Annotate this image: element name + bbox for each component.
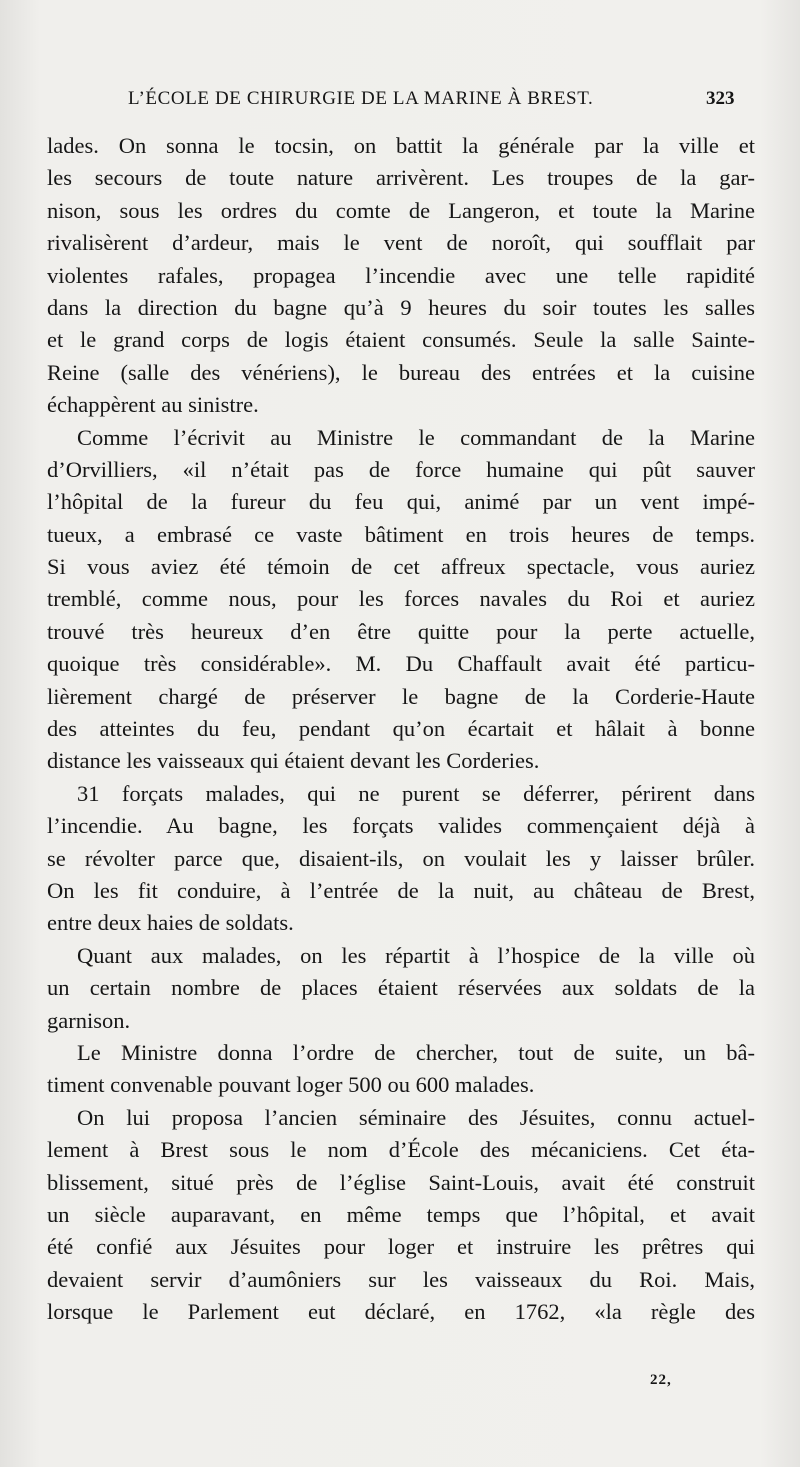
text-line: garnison.	[47, 1007, 131, 1033]
text-line: dans la direction du bagne qu’à 9 heures du soir toutes les salles	[47, 294, 755, 320]
text-line: timent convenable pouvant loger 500 ou 600 malades.	[47, 1072, 535, 1098]
text-line: Reine (salle des vénériens), le bureau des entrées et la cuisine	[47, 359, 755, 385]
page-header	[0, 88, 800, 118]
text-line: été confié aux Jésuites pour loger et instruire les prêtres qui	[47, 1234, 755, 1260]
text-line: lement à Brest sous le nom d’École des mécaniciens. Cet éta-	[47, 1137, 755, 1163]
text-line: rivalisèrent d’ardeur, mais le vent de noroît, qui soufflait par	[47, 230, 755, 256]
text-line: devaient servir d’aumôniers sur les vaisseaux du Roi. Mais,	[47, 1266, 755, 1292]
body-text	[47, 130, 755, 1328]
running-head: L’ÉCOLE DE CHIRURGIE DE LA MARINE À BREST.	[128, 88, 594, 109]
text-line: blissement, situé près de l’église Saint-Louis, avait été construit	[47, 1169, 755, 1195]
text-line: lièrement chargé de préserver le bagne de la Corderie-Haute	[47, 683, 755, 709]
text-line: quoique très considérable». M. Du Chaffault avait été particu-	[47, 651, 755, 677]
text-line: tremblé, comme nous, pour les forces navales du Roi et auriez	[47, 586, 755, 612]
page-number: 323	[706, 88, 735, 109]
text-line: d’Orvilliers, «il n’était pas de force humaine qui pût sauver	[47, 456, 755, 482]
text-line: entre deux haies de soldats.	[47, 910, 294, 936]
text-line: distance les vaisseaux qui étaient devant les Corderies.	[47, 748, 540, 774]
text-line: tueux, a embrasé ce vaste bâtiment en trois heures de temps.	[47, 521, 755, 547]
text-line: 31 forçats malades, qui ne purent se déferrer, périrent dans	[77, 780, 755, 806]
text-line: l’incendie. Au bagne, les forçats valides commençaient déjà à	[47, 813, 755, 839]
text-line: violentes rafales, propagea l’incendie avec une telle rapidité	[47, 262, 755, 288]
text-line: les secours de toute nature arrivèrent. Les troupes de la gar-	[47, 165, 755, 191]
text-line: On les fit conduire, à l’entrée de la nuit, au château de Brest,	[47, 877, 755, 903]
text-line: On lui proposa l’ancien séminaire des Jésuites, connu actuel-	[77, 1104, 755, 1130]
text-line: échappèrent au sinistre.	[47, 392, 259, 418]
text-line: Comme l’écrivit au Ministre le commandant de la Marine	[77, 424, 755, 450]
text-line: nison, sous les ordres du comte de Langeron, et toute la Marine	[47, 197, 755, 223]
text-line: se révolter parce que, disaient-ils, on voulait les y laisser brûler.	[47, 845, 755, 871]
text-line: lades. On sonna le tocsin, on battit la générale par la ville et	[47, 133, 755, 158]
text-line: Si vous aviez été témoin de cet affreux spectacle, vous auriez	[47, 554, 755, 580]
text-line: un certain nombre de places étaient réservées aux soldats de la	[47, 975, 755, 1001]
text-line: des atteintes du feu, pendant qu’on écartait et hâlait à bonne	[47, 716, 755, 742]
text-line: un siècle auparavant, en même temps que l’hôpital, et avait	[47, 1201, 755, 1227]
text-line: l’hôpital de la fureur du feu qui, animé par un vent impé-	[47, 489, 755, 515]
text-line: Le Ministre donna l’ordre de chercher, tout de suite, un bâ-	[77, 1039, 755, 1065]
text-line: lorsque le Parlement eut déclaré, en 1762, «la règle des	[47, 1299, 755, 1325]
text-line: Quant aux malades, on les répartit à l’hospice de la ville où	[77, 942, 755, 968]
text-line: et le grand corps de logis étaient consumés. Seule la salle Sainte-	[47, 327, 755, 353]
signature-mark: 22,	[650, 1372, 672, 1388]
text-line: trouvé très heureux d’en être quitte pour la perte actuelle,	[47, 618, 755, 644]
